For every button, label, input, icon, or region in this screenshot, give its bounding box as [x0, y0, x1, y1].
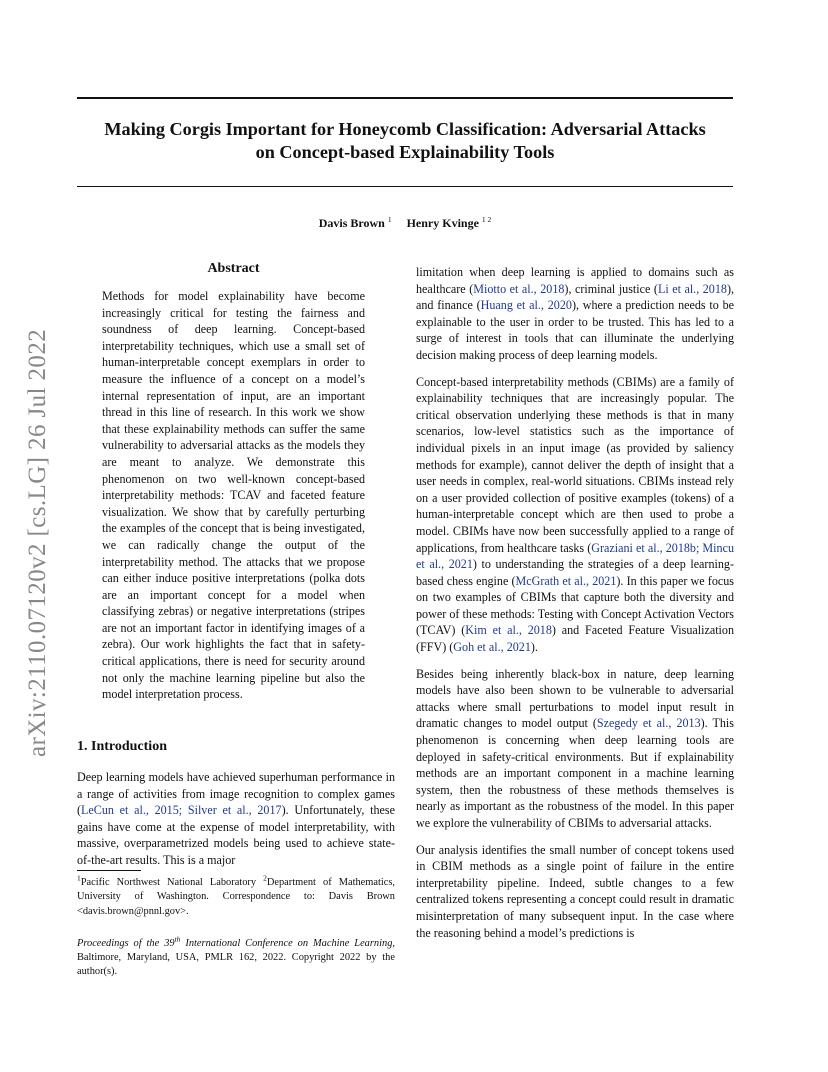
text-span: ) to understanding the strategies of a deep learning-based chess engine ( [416, 557, 734, 588]
footnote-marker: 2 [263, 873, 267, 883]
footnotes [77, 873, 396, 980]
right-paragraph-3 [416, 666, 734, 832]
author-2-name: Henry Kvinge [406, 216, 479, 230]
author-list [77, 216, 733, 231]
right-paragraph-4: Our analysis identifies the small number of concept tokens used in CBIM methods as a single point of failure in the entire interpretability pipeline. Indeed, subtle changes to a few centralized tokens representing a concept could result in dramatic misinterpretation of many subsequent input. In the case where the reasoning behind a model’s predictions is [416, 842, 734, 940]
text-span: Besides being inherently black-box in nature, deep learning models have also been shown to be vulnerable to adversarial attacks where small perturbations to model input result in dramatic changes to model output ( [416, 666, 734, 731]
text-span: , Baltimore, Maryland, USA, PMLR 162, 2022. Copyright 2022 by the author(s). [77, 937, 396, 978]
text-span: ). In this paper we focus on two examples of CBIMs that capture both the diversity and power of these methods: Testing with Concept Activation Vectors (TCAV) ( [416, 573, 734, 638]
author-1 [319, 216, 392, 230]
author-2-affiliation: 1 2 [481, 215, 492, 224]
text-span: Department of Mathematics, University of Washington. Correspondence to: Davis Brown <davis.brown@pnnl.gov>. [77, 877, 395, 917]
right-paragraph-2 [416, 374, 734, 656]
citation-link[interactable]: LeCun et al., 2015; Silver et al., 2017 [81, 803, 282, 818]
author-1-name: Davis Brown [318, 216, 385, 230]
abstract-paragraph: Methods for model explainability have become increasingly critical for testing the fairness and soundness of deep learning. Concept-based interpretability techniques, which use a small set of human-interpretable concept exemplars in order to measure the influence of a concept on a model’s internal representation of input, are an important thread in this line of research. In this work we show that these explainability methods can suffer the same vulnerability to adversarial attacks as the models they are meant to analyze. We demonstrate this phenomenon on two well-known concept-based interpretability methods: TCAV and faceted feature visualization. We show that by carefully perturbing the examples of the concept that is being investigated, we can radically change the output of the interpretability method. The attacks that we propose can either induce positive interpretations (polka dots are an important concept for a model when classifying zebras) or negative interpretations (stripes are not an important factor in identifying images of a zebra). Our work highlights the fact that in safety-critical applications, there is need for security around not only the machine learning pipeline but also the model interpretation process. [102, 289, 365, 702]
citation-link[interactable]: Goh et al., 2021 [453, 640, 531, 655]
text-span: Proceedings of the 39 [77, 937, 175, 949]
affiliation-footnote [77, 873, 395, 919]
citation-link[interactable]: Szegedy et al., 2013 [596, 716, 701, 731]
author-2 [407, 216, 492, 230]
text-span: Pacific Northwest National Laboratory [80, 877, 264, 888]
title-line-1: Making Corgis Important for Honeycomb Classification: Adversarial Attacks [104, 119, 706, 139]
text-span: Concept-based interpretability methods (CBIMs) are a family of explainability techniques that are increasingly popular. The critical observation underlying these methods is that in many scenarios, low-level statistics such as the importance of individual pixels in an input image (as provided by saliency methods for example), cannot deliver the depth of insight that a user needs in complex, real-world situations. CBIMs instead rely on a user provided collection of positive examples (tokens) of a human-interpretable concept which are then used to probe a model. CBIMs have now been successfully applied to a range of applications, from healthcare tasks ( [416, 374, 734, 555]
citation-link[interactable]: Kim et al., 2018 [465, 623, 552, 638]
text-span: ), and finance ( [416, 281, 735, 313]
citation-link[interactable]: Li et al., 2018 [657, 281, 727, 296]
text-span: ) and Faceted Feature Visualization (FFV) ( [416, 623, 735, 655]
text-span: ). This phenomenon is concerning when deep learning tools are deployed in safety-critical environments. But if explainability methods are an important component in a machine learning system, then the robustness of these methods themselves is nearly as important as the robustness of the model. In this paper we explore the vulnerability of CBIMs to adversarial attacks. [416, 716, 734, 830]
text-span: ). Unfortunately, these gains have come at the expense of model interpretability, with massive, overparametrized models being used to achieve state-of-the-art results. This is a major [77, 803, 395, 867]
citation-link[interactable]: Huang et al., 2020 [480, 298, 572, 313]
citation-link[interactable]: Miotto et al., 2018 [473, 281, 565, 296]
abstract-heading: Abstract [207, 261, 260, 276]
text-span: International Conference on Machine Learning [180, 937, 393, 949]
intro-paragraph-1 [77, 769, 395, 869]
section-heading-introduction: 1. Introduction [77, 739, 167, 754]
paper-title [77, 118, 733, 164]
proceedings-venue [77, 934, 393, 949]
author-1-affiliation: 1 [387, 215, 392, 224]
arxiv-identifier: arXiv:2110.07120v2 [cs.LG] 26 Jul 2022 [24, 328, 51, 757]
introduction-body [77, 769, 395, 869]
text-span: ). [530, 640, 538, 655]
title-line-2: on Concept-based Explainability Tools [255, 142, 555, 162]
citation-link[interactable]: McGrath et al., 2021 [515, 573, 617, 588]
text-span: limitation when deep learning is applied to domains such as healthcare ( [416, 265, 734, 296]
title-rule-bottom [77, 186, 733, 187]
ordinal-superscript: th [174, 934, 181, 944]
text-span: ), where a prediction needs to be explainable to the user in order to be trusted. This has led to a surge of interest in tools that can illuminate the underlying decision making process of deep learning models. [416, 298, 734, 362]
right-column [416, 264, 734, 941]
footnote-marker: 1 [77, 873, 81, 883]
right-paragraph-1 [416, 264, 734, 364]
proceedings-footnote [77, 934, 396, 980]
title-rule-top [77, 97, 733, 99]
footnote-divider [77, 870, 141, 871]
text-span: ), criminal justice ( [564, 281, 658, 296]
abstract-body [102, 288, 365, 703]
citation-link[interactable]: Graziani et al., 2018b; Mincu et al., 2021 [416, 540, 734, 572]
text-span: Deep learning models have achieved superhuman performance in a range of activities from image recognition to complex games ( [77, 770, 395, 818]
